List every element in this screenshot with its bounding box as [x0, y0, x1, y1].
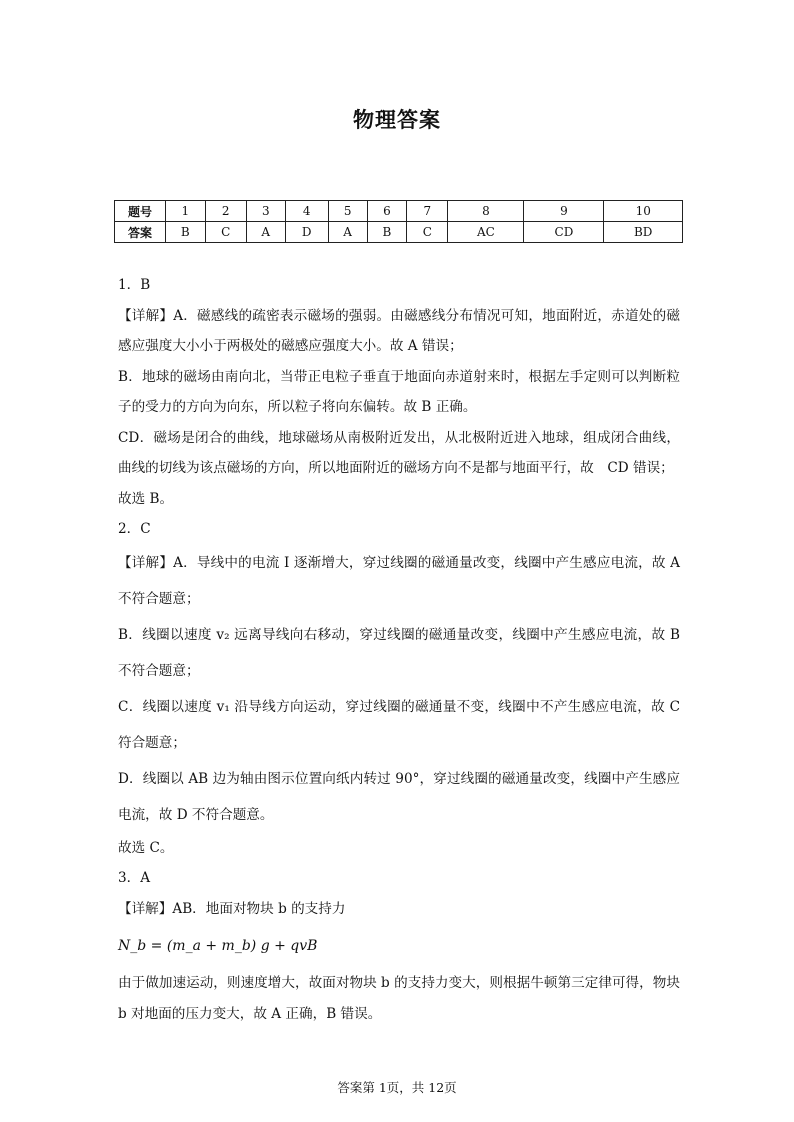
answer-heading: 2．C — [118, 521, 151, 537]
answer-cell: C — [407, 222, 448, 243]
answer-cell: C — [205, 222, 246, 243]
page-footer: 答案第 1页，共 12页 — [337, 1080, 457, 1095]
question-number-cell: 5 — [328, 201, 367, 222]
explanation-paragraph: C．线圈以速度 v₁ 沿导线方向运动，穿过线圈的磁通量不变，线圈中不产生感应电流，故 C 符合题意； — [118, 698, 680, 751]
answer-row — [115, 222, 683, 243]
explanation-paragraph: 【详解】AB．地面对物块 b 的支持力 — [118, 900, 346, 917]
answer-cell: BD — [604, 222, 683, 243]
answer-cell: CD — [524, 222, 604, 243]
question-number-cell: 7 — [407, 201, 448, 222]
question-number-cell: 6 — [367, 201, 407, 222]
answer-cell: B — [367, 222, 407, 243]
answer-cell: AC — [448, 222, 524, 243]
explanation-paragraph: D．线圈以 AB 边为轴由图示位置向纸内转过 90°，穿过线圈的磁通量改变，线圈中产生感应电流，故 D 不符合题意。 — [118, 770, 680, 823]
explanation-paragraph: 【详解】A．磁感线的疏密表示磁场的强弱。由磁感线分布情况可知，地面附近，赤道处的磁感应强度大小小于两极处的磁感应强度大小。故 A 错误； — [118, 307, 680, 354]
answer-cell: A — [246, 222, 285, 243]
explanation-paragraph: B．地球的磁场由南向北，当带正电粒子垂直于地面向赤道射来时，根据左手定则可以判断粒子的受力的方向为向东，所以粒子将向东偏转。故 B 正确。 — [118, 368, 680, 415]
support-force-formula: N_b = (m_a + m_b) g + qvB — [118, 938, 318, 954]
conclusion-paragraph: 故选 B。 — [118, 490, 174, 507]
question-number-row — [115, 201, 683, 222]
conclusion-paragraph: 故选 C。 — [118, 839, 174, 856]
question-number-cell: 3 — [246, 201, 285, 222]
row-header-answer: 答案 — [115, 222, 166, 243]
question-number-cell: 9 — [524, 201, 604, 222]
question-number-cell: 1 — [166, 201, 206, 222]
solution-content — [118, 270, 680, 1029]
row-header-question-number: 题号 — [115, 201, 166, 222]
page-title: 物理答案 — [353, 108, 441, 132]
question-number-cell: 8 — [448, 201, 524, 222]
answer-cell: A — [328, 222, 367, 243]
answer-heading: 1．B — [118, 277, 151, 293]
answer-table — [114, 200, 683, 243]
explanation-paragraph: CD．磁场是闭合的曲线，地球磁场从南极附近发出，从北极附近进入地球，组成闭合曲线，曲线的切线为该点磁场的方向，所以地面附近的磁场方向不是都与地面平行，故 CD 错误； — [118, 429, 680, 476]
answer-heading: 3．A — [118, 870, 151, 886]
question-number-cell: 2 — [205, 201, 246, 222]
explanation-paragraph: 【详解】A．导线中的电流 I 逐渐增大，穿过线圈的磁通量改变，线圈中产生感应电流，故 A 不符合题意； — [118, 554, 680, 607]
answer-cell: D — [285, 222, 328, 243]
question-number-cell: 4 — [285, 201, 328, 222]
question-number-cell: 10 — [604, 201, 683, 222]
explanation-paragraph: 由于做加速运动，则速度增大，故面对物块 b 的支持力变大，则根据牛顿第三定律可得，物块 b 对地面的压力变大，故 A 正确，B 错误。 — [118, 975, 680, 1022]
explanation-paragraph: B．线圈以速度 v₂ 远离导线向右移动，穿过线圈的磁通量改变，线圈中产生感应电流，故 B 不符合题意； — [118, 626, 680, 679]
answer-cell: B — [166, 222, 206, 243]
